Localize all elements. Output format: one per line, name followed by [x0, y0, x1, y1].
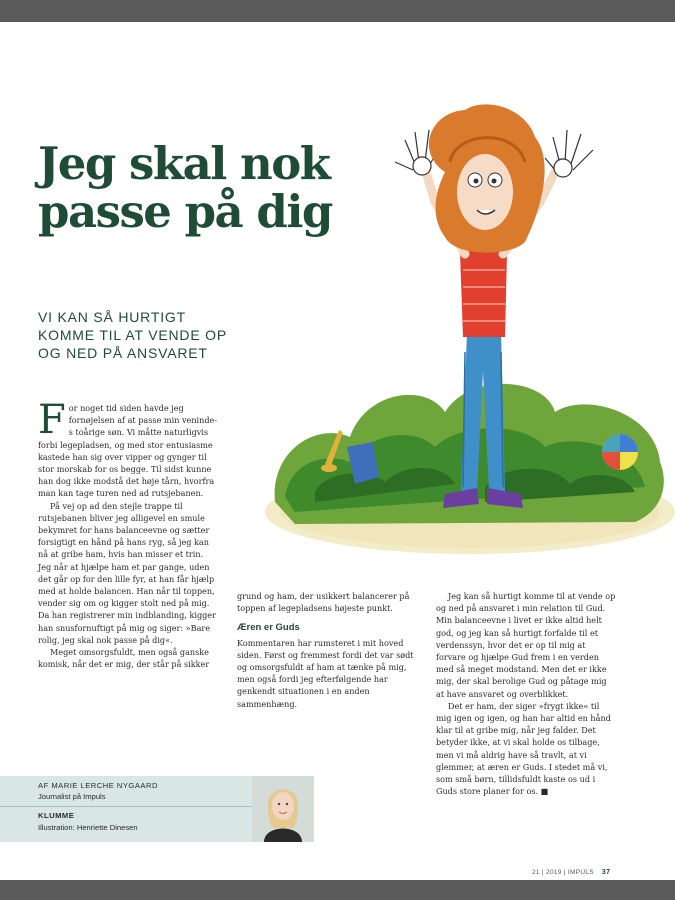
body-paragraph: Det er ham, der siger »frygt ikke« til mig igen og igen, og han har altid en hånd klar til at gribe mig, når jeg falder. Det betyder ikke, at vi skal holde os tilbage, men vi må aldrig have så travlt, at vi glemmer, at æren er Guds. I stedet må vi, som små børn, tillidsfuldt kaste os ud i Guds store planer for os. ■	[436, 700, 611, 797]
body-paragraph: grund og ham, der usikkert balancerer på toppen af legepladsens højeste punkt.	[237, 591, 410, 614]
title-line-1: Jeg skal nok	[38, 137, 330, 190]
author-role: Journalist på Impuls	[38, 792, 106, 801]
article-subtitle	[38, 308, 268, 362]
body-column-1	[38, 397, 218, 670]
page-number: 37	[601, 869, 611, 876]
byline-divider	[0, 806, 252, 807]
drop-cap: F	[38, 397, 66, 443]
page-footer	[532, 869, 610, 876]
body-paragraph: Kommentaren har rumsteret i mit hoved siden. Først og fremmest fordi det var sødt og omsorgsfuldt af ham at tænke på mig, men også fordi jeg efterfølgende har genkendt situationen i en anden sammenhæng.	[237, 637, 414, 709]
body-paragraph: Meget omsorgsfuldt, men også ganske komisk, når det er mig, der står på sikker	[38, 647, 210, 670]
subtitle-line-2: KOMME TIL AT VENDE OP	[38, 327, 227, 343]
subtitle-line-1: VI KAN SÅ HURTIGT	[38, 309, 186, 325]
title-line-2: passe på dig	[38, 185, 332, 238]
byline-box	[0, 776, 252, 842]
article-kind: KLUMME	[38, 811, 75, 820]
author-name: AF MARIE LERCHE NYGAARD	[38, 781, 158, 790]
issue-info: 21 | 2019 | IMPULS	[532, 869, 594, 876]
body-paragraph: For noget tid siden havde jeg fornøjelsen af at passe min venindes toårige søn. Vi måtte naturligvis forbi legepladsen, og med stor entusiasme kastede han sig over vipper og gynger til stor morskab for os begge. Til sidst kunne han dog ikke modstå det høje tårn, hvorfra man kan tage turen ned ad rutsjebanen.	[38, 397, 218, 499]
illustration-credit: Illustration: Henriette Dinesen	[38, 823, 138, 832]
body-column-2	[237, 590, 417, 710]
body-paragraph: Jeg kan så hurtigt komme til at vende op og ned på ansvaret i min relation til Gud. Min balanceevne i livet er ikke altid helt god, og jeg kan så hurtigt forfalde til et verdenssyn, hvor det er op til mig at forvare og hjælpe Gud frem i en verden med så meget modstand. Men det er ikke mig, der skal berolige Gud og påtage mig at have ansvaret og overblikket.	[436, 591, 616, 699]
article-title	[38, 137, 378, 238]
author-photo	[252, 776, 314, 842]
subtitle-line-3: OG NED PÅ ANSVARET	[38, 345, 208, 361]
section-subheading: Æren er Guds	[237, 622, 300, 634]
viewer-top-bar	[0, 0, 675, 22]
viewer-bottom-bar	[0, 880, 675, 900]
body-paragraph: På vej op ad den stejle trappe til rutsjebanen bliver jeg alligevel en smule bekymret for hans balanceevne og sætter forsigtigt en hånd på hans ryg, så jeg kan nå at gribe ham, hvis han misser et trin. Jeg når at hjælpe ham et par gange, uden det går op for den lille fyr, at han får hjælp med at holde balancen. Han når til toppen, vender sig om og kigger stolt ned på mig. Da han registrerer min indblanding, kigger han snusfornuftigt på mig og siger: »Bare rolig, jeg skal nok passe på dig«.	[38, 500, 216, 645]
magazine-page	[0, 22, 675, 880]
body-column-3	[436, 590, 616, 797]
